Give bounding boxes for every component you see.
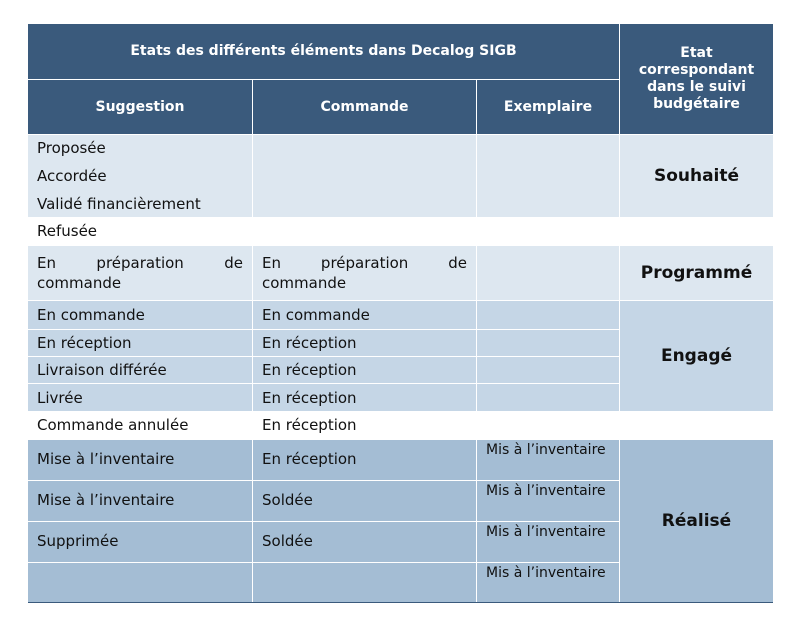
cell-suggestion-inventaire-1: Mise à l’inventaire	[37, 450, 175, 468]
cell-commande-en-reception: En réception	[262, 334, 357, 352]
header-exemplaire: Exemplaire	[477, 80, 619, 134]
cell-exemplaire-inventaire-2: Mis à l’inventaire	[486, 483, 606, 499]
cell-commande-inventaire-1: En réception	[262, 450, 357, 468]
budget-realise: Réalisé	[661, 511, 732, 531]
cell-commande-preparation: En préparation de commande	[262, 254, 467, 292]
cell-suggestion-preparation: En préparation de commande	[37, 254, 243, 292]
cell-suggestion-inventaire-2: Mise à l’inventaire	[37, 491, 175, 509]
budget-programme: Programmé	[640, 262, 753, 283]
cell-suggestion-livree: Livrée	[37, 389, 83, 407]
budget-engage: Engagé	[660, 346, 733, 366]
cell-suggestion-proposee: Proposée	[37, 139, 106, 157]
cell-exemplaire-inventaire-4: Mis à l’inventaire	[486, 565, 606, 581]
cell-commande-livraison-differee: En réception	[262, 361, 357, 379]
header-commande: Commande	[253, 80, 476, 134]
cell-suggestion-annulee: Commande annulée	[37, 416, 189, 434]
header-suggestion: Suggestion	[28, 80, 252, 134]
cell-exemplaire-inventaire-1: Mis à l’inventaire	[486, 442, 606, 458]
cell-suggestion-en-commande: En commande	[37, 306, 145, 324]
cell-suggestion-supprimee: Supprimée	[37, 532, 119, 550]
budget-souhaite: Souhaité	[653, 166, 740, 186]
cell-commande-annulee: En réception	[262, 416, 357, 434]
cell-commande-soldee-1: Soldée	[262, 491, 313, 509]
cell-exemplaire-inventaire-3: Mis à l’inventaire	[486, 524, 606, 540]
cell-suggestion-refusee: Refusée	[37, 222, 98, 240]
states-table	[28, 24, 773, 603]
header-budget-state: Etat correspondant dans le suivi budgétaire	[620, 24, 773, 134]
cell-commande-en-commande: En commande	[262, 306, 370, 324]
cell-commande-livree: En réception	[262, 389, 357, 407]
header-group-title: Etats des différents éléments dans Decalog SIGB	[28, 24, 619, 79]
cell-commande-soldee-2: Soldée	[262, 532, 313, 550]
cell-suggestion-en-reception: En réception	[37, 334, 132, 352]
cell-suggestion-accordee: Accordée	[37, 167, 107, 185]
cell-suggestion-valide: Validé financièrement	[37, 195, 201, 213]
cell-suggestion-livraison-differee: Livraison différée	[37, 361, 167, 379]
